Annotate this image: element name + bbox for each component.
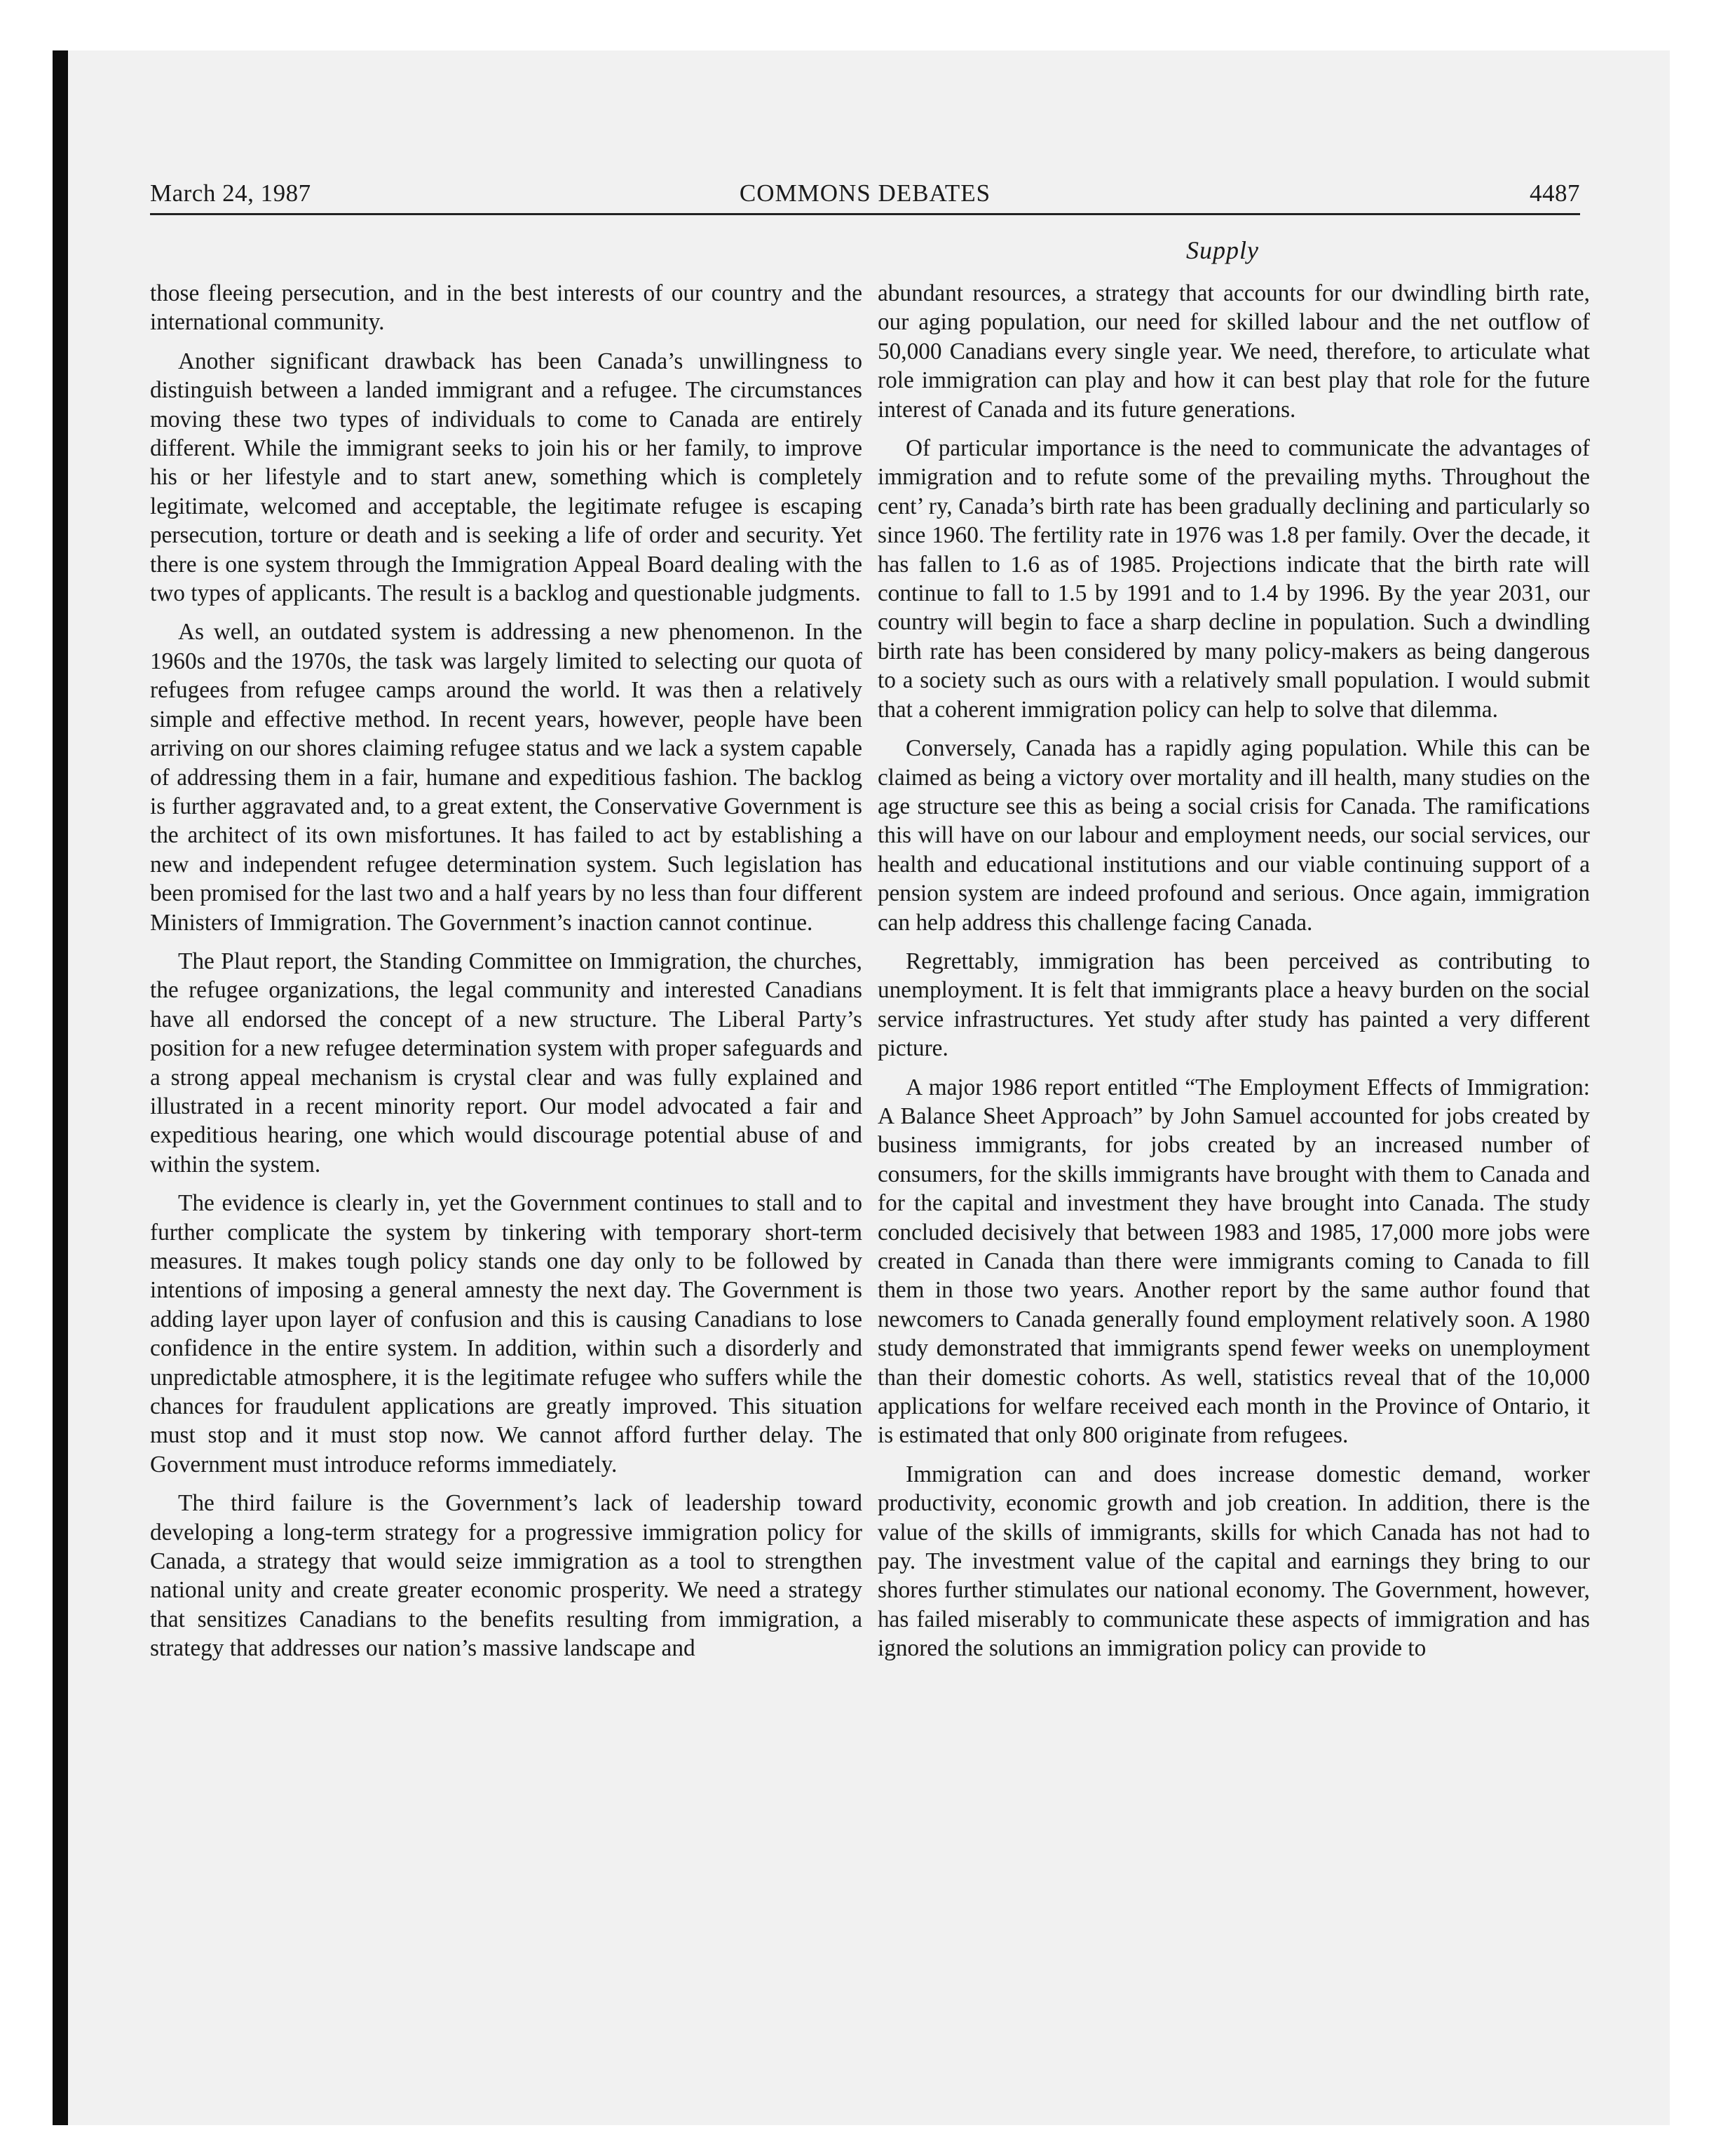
scan-edge-shadow: [53, 50, 68, 2125]
paragraph: Of particular importance is the need to communicate the advantages of immigration and to refute some of the prevailing myths. Throughout the cent’ ry, Canada’s birth rate has been gradually declining and particularly so since 1960. The fertility rate in 1976 was 1.8 per family. Over the decade, it has fallen to 1.6 as of 1985. Projections indicate that the birth rate will continue to fall to 1.5 by 1991 and to 1.4 by 1996. By the year 2031, our country will begin to face a sharp decline in population. Such a dwindling birth rate has been considered by many policy-makers as being dangerous to a society such as ours with a relatively small population. I would submit that a coherent immigration policy can help to solve that dilemma.: [878, 435, 1590, 723]
paragraph: those fleeing persecution, and in the best interests of our country and the international community.: [150, 280, 862, 336]
running-head: [150, 179, 1580, 214]
paragraph: Another significant drawback has been Canada’s unwillingness to distinguish between a landed immigrant and a refugee. The circumstances moving these two types of individuals to come to Canada are entirely different. While the immigrant seeks to join his or her family, to improve his or her lifestyle and to start anew, something which is completely legitimate, welcomed and acceptable, the legitimate refugee is escaping persecution, torture or death and is seeking a life of order and security. Yet there is one system through the Immigration Appeal Board dealing with the two types of applicants. The result is a backlog and questionable judgments.: [150, 348, 862, 607]
paragraph: Immigration can and does increase domestic demand, worker productivity, economic growth and job creation. In addition, there is the value of the skills of immigrants, skills for which Canada has not had to pay. The investment value of the capital and earnings they bring to our shores further stimulates our national economy. The Government, however, has failed miserably to communicate these aspects of immigration and has ignored the solutions an immigration policy can provide to: [878, 1461, 1590, 1662]
header-date: March 24, 1987: [150, 179, 311, 207]
paragraph: As well, an outdated system is addressing a new phenomenon. In the 1960s and the 1970s, the task was largely limited to selecting our quota of refugees from refugee camps around the world. It was then a relatively simple and effective method. In recent years, however, people have been arriving on our shores claiming refugee status and we lack a system capable of addressing them in a fair, humane and expeditious fashion. The backlog is further aggravated and, to a great extent, the Conservative Government is the architect of its own misfortunes. It has failed to act by establishing a new and independent refugee determination system. Such legislation has been promised for the last two and a half years by no less than four different Ministers of Immigration. The Government’s inaction cannot continue.: [150, 619, 862, 936]
paragraph: The third failure is the Government’s lack of leadership toward developing a long-term strategy for a progressive immigration policy for Canada, a strategy that would seize immigration as a tool to strengthen national unity and create greater economic prosperity. We need a strategy that sensitizes Canadians to the benefits resulting from immigration, a strategy that addresses our nation’s massive landscape and: [150, 1490, 862, 1662]
paragraph: The evidence is clearly in, yet the Government continues to stall and to further complicate the system by tinkering with temporary short-term measures. It makes tough policy stands one day only to be followed by intentions of imposing a general amnesty the next day. The Government is adding layer upon layer of confusion and this is causing Canadians to lose confidence in the entire system. In addition, within such a disorderly and unpredictable atmosphere, it is the legitimate refugee who suffers while the chances for fraudulent applications are greatly improved. This situation must stop and it must stop now. We cannot afford further delay. The Government must introduce reforms immediately.: [150, 1190, 862, 1478]
paragraph: The Plaut report, the Standing Committee on Immigration, the churches, the refugee organizations, the legal community and interested Canadians have all endorsed the concept of a new structure. The Liberal Party’s position for a new refugee determination system with proper safeguards and a strong appeal mechanism is crystal clear and was fully explained and illustrated in a recent minority report. Our model advocated a fair and expeditious hearing, one which would discourage potential abuse of and within the system.: [150, 948, 862, 1178]
header-page-number: 4487: [1530, 179, 1580, 207]
header-title: COMMONS DEBATES: [739, 179, 991, 207]
paragraph: Regrettably, immigration has been perceived as contributing to unemployment. It is felt that immigrants place a heavy burden on the social service infrastructures. Yet study after study has painted a very different picture.: [878, 948, 1590, 1062]
paragraph: A major 1986 report entitled “The Employment Effects of Immigration: A Balance Sheet Approach” by John Samuel accounted for jobs created by business immigrants, for jobs created by an increased number of consumers, for the skills immigrants have brought with them to Canada and for the capital and investment they have brought into Canada. The study concluded decisively that between 1983 and 1985, 17,000 more jobs were created in Canada than there were immigrants coming to Canada to fill them in those two years. Another report by the same author found that newcomers to Canada generally found employment relatively soon. A 1980 study demonstrated that immigrants spend fewer weeks on unemployment than their domestic cohorts. As well, statistics reveal that of the 10,000 applications for welfare received each month in the Province of Ontario, it is estimated that only 800 originate from refugees.: [878, 1074, 1590, 1449]
paragraph: Conversely, Canada has a rapidly aging population. While this can be claimed as being a victory over mortality and ill health, many studies on the age structure see this as being a social crisis for Canada. The ramifications this will have on our labour and employment needs, our social services, our health and educational institutions and our viable continuing support of a pension system are indeed profound and serious. Once again, immigration can help address this challenge facing Canada.: [878, 735, 1590, 936]
left-column: [150, 279, 862, 1673]
paragraph: abundant resources, a strategy that accounts for our dwindling birth rate, our aging population, our need for skilled labour and the net outflow of 50,000 Canadians every single year. We need, therefore, to articulate what role immigration can play and how it can best play that role for the future interest of Canada and its future generations.: [878, 280, 1590, 423]
section-label: Supply: [1186, 236, 1259, 264]
right-column: [878, 279, 1590, 1673]
header-rule: [150, 213, 1580, 215]
